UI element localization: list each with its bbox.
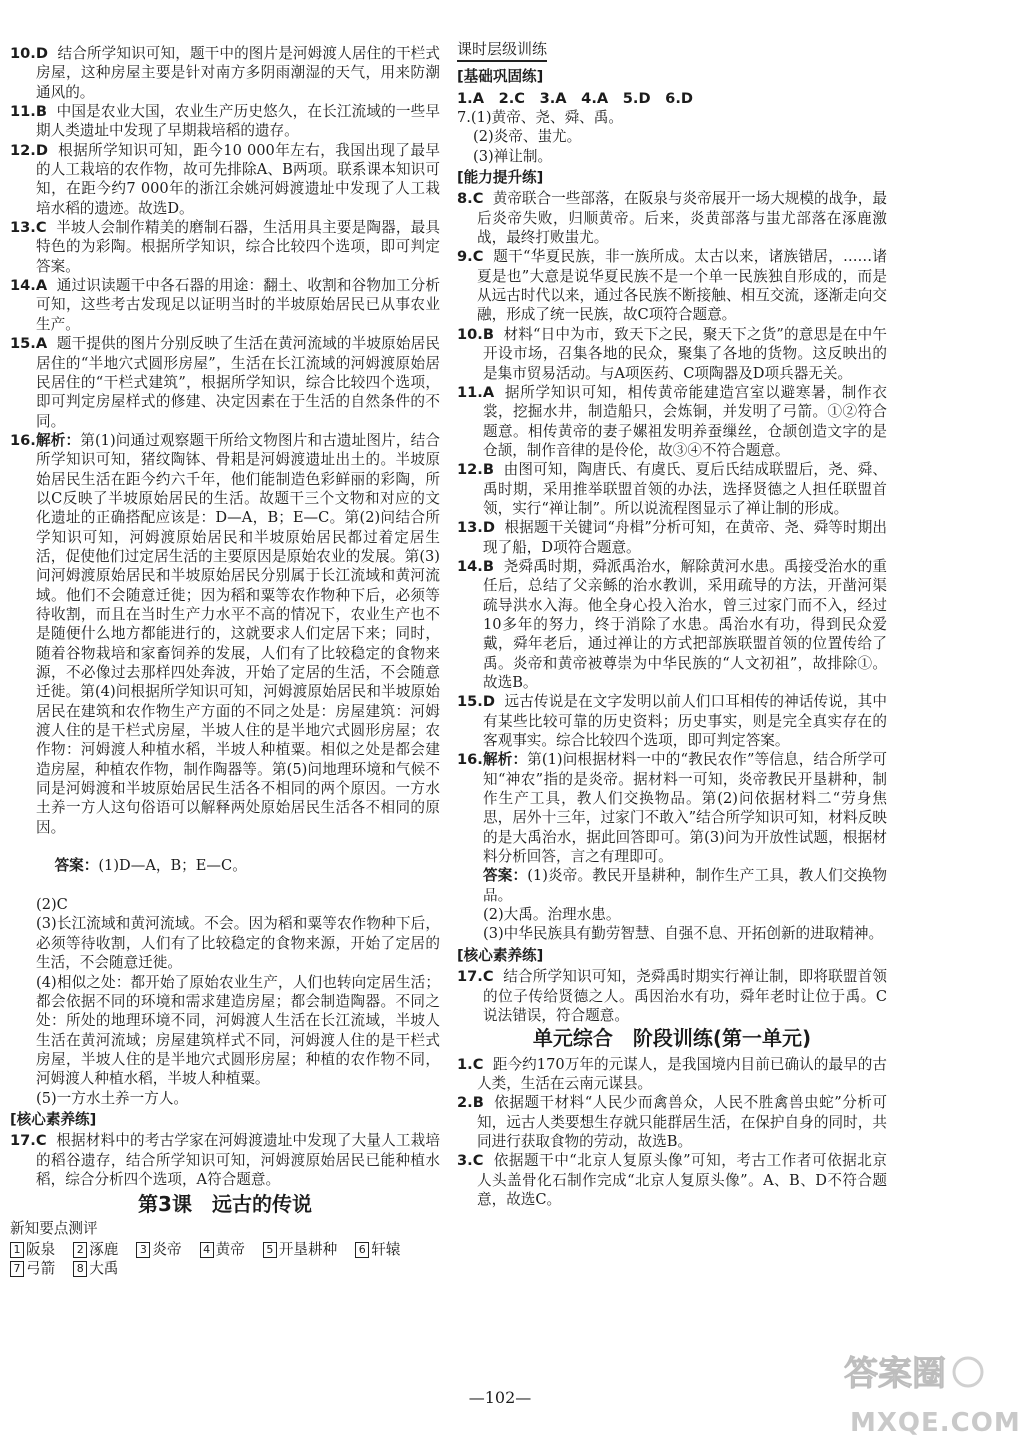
answer-line: (3)长江流域和黄河流域。不会。因为稻和粟等农作物种下后，必须等待收割，人们有了比较稳定的食物来源，开始了定居的生活，不会随意迁徙。 [36, 915, 440, 972]
answer-item-17: 17.C 根据材料中的考古学家在河姆渡遗址中发现了大量人工栽培的稻谷遗存，结合所学知识可知，河姆渡原始居民已能种植水稻，综合分析四个选项，A符合题意。 [10, 1132, 440, 1188]
key-point-item: 3 炎帝 [136, 1240, 181, 1259]
section-heading-ability: [能力提升练] [457, 169, 544, 187]
answer-item-13: 13.D 根据题干关键词“舟楫”分析可知，在黄帝、尧、舜等时期出现了船，D项符合题意。 [457, 519, 887, 556]
right-column [457, 40, 887, 1400]
key-point-item: 8 大禹 [73, 1259, 118, 1278]
answer-line: (2)炎帝、蚩尤。 [473, 128, 582, 146]
key-points-grid [10, 1240, 440, 1279]
answer-line: (3)中华民族具有勤劳智慧、自强不息、开拓创新的进取精神。 [483, 925, 884, 943]
unit-answer-item-2: 2.B 依据题干材料“人民少而禽兽众，人民不胜禽兽虫蛇”分析可知，远古人类要想生存就只能群居生活，在保护自身的同时，共同进行获取食物的劳动，故选B。 [457, 1094, 887, 1150]
lesson-title: 第3课 远古的传说 [138, 1192, 312, 1217]
answer-line: (2)C [36, 896, 68, 914]
unit-title: 单元综合 阶段训练(第一单元) [532, 1026, 812, 1051]
left-column [10, 44, 440, 1404]
answer-item-15: 15.D 远古传说是在文字发明以前人们口耳相传的神话传说，其中有某些比较可靠的历史资料；历史事实，则是完全真实存在的客观事实。综合比较四个选项，即可判定答案。 [457, 693, 887, 750]
section-heading-basic: [基础巩固练] [457, 68, 544, 86]
answer-line: (3)禅让制。 [473, 147, 553, 165]
answer-item-10: 10.D 结合所学知识可知，题干中的图片是河姆渡人居住的干栏式房屋，这种房屋主要是针对南方多阴雨潮湿的天气，用来防潮通风的。 [10, 45, 440, 101]
answer-line: (2)大禹。治理水患。 [483, 906, 621, 924]
answer-item-13: 13.C 半坡人会制作精美的磨制石器，生活用具主要是陶器，最具特色的为彩陶。根据所学知识，综合比较四个选项，即可判定答案。 [10, 219, 440, 275]
answer-line: (5)一方水土养一方人。 [36, 1089, 189, 1107]
section-label-training: 课时层级训练 [457, 40, 547, 62]
unit-answer-item-1: 1.C 距今约170万年的元谋人，是我国境内目前已确认的最早的古人类，生活在云南元谋县。 [457, 1055, 888, 1092]
key-points-title: 新知要点测评 [10, 1219, 98, 1237]
key-point-item: 7 弓箭 [10, 1259, 55, 1278]
key-point-item: 2 涿鹿 [73, 1240, 118, 1259]
answer-item-16: 16.解析：第(1)问通过观察题干所给文物图片和古遗址图片，结合所学知识可知，猪纹陶钵、骨耜是河姆渡遗址出土的。半坡原始居民生活在距今约六千年，他们能制造色彩鲜丽的彩陶，所以C反映了半坡原始居民的生活。故题干三个文物和对应的文化遗址的正确搭配应该是：D—A，B；E—C。第(2)问结合所学知识可知，河姆渡原始居民和半坡原始居民都过着定居生活，促使他们过定居生活的主要原因是原始农业的发展。第(3)问河姆渡原始居民和半坡原始居民分别属于长江流域和黄河流域。他们不会随意迁徙；因为稻和粟等农作物种下后，必须等待收割，而且在当时生产力水平不高的情况下，农业生产也不是随便什么地方都能进行的，这就要求人们定居下来；同时，随着谷物栽培和家畜饲养的发展，人们有了比较稳定的食物来源，不必像过去那样四处奔波，开始了定居的生活，不会随意迁徙。第(4)问根据所学知识可知，河姆渡原始居民和半坡原始居民在建筑和农作物生产方面的不同之处是：房屋建筑：河姆渡人住的是干栏式房屋，半坡人住的是半地穴式圆形房屋；农作物：河姆渡人种植水稻，半坡人种植粟。相似之处是都会建造房屋，种植农作物，制作陶器等。第(5)问地理环境和气候不同是河姆渡和半坡原始居民生活各不相同的两个原因。一方水土养一方人这句俗语可以解释两处原始居民生活各不相同的原因。 [10, 431, 440, 836]
answer-item-11: 11.B 中国是农业大国，农业生产历史悠久，在长江流域的一些早期人类遗址中发现了早期栽培稻的遗存。 [10, 103, 440, 140]
basic-answers: 1.A 2.C 3.A 4.A 5.D 6.D [457, 89, 693, 107]
answer-item-11: 11.A 据所学知识可知，相传黄帝能建造宫室以避寒暑，制作衣裳，挖掘水井，制造船只，会炼铜，并发明了弓箭。①②符合题意。相传黄帝的妻子嫘祖发明养蚕缫丝，仓颉创造文字的是仓颉，制作音律的是伶伦，故③④不符合题意。 [457, 383, 887, 459]
answer-item-14: 14.B 尧舜禹时期，舜派禹治水，解除黄河水患。禹接受治水的重任后，总结了父亲鲧的治水教训，采用疏导的方法，开凿河渠疏导洪水入海。他全身心投入治水，曾三过家门而不入，经过10多年的努力，终于消除了水患。禹治水有功，得到民众爱戴，舜年老后，通过禅让的方式把部族联盟首领的位置传给了禹。炎帝和黄帝被尊崇为中华民族的“人文初祖”，故排除①。故选B。 [457, 557, 887, 691]
answer-item-10: 10.B 材料“日中为市，致天下之民，聚天下之货”的意思是在中午开设市场，召集各地的民众，聚集了各地的货物。这反映出的是集市贸易活动。与A项医药、C项陶器及D项兵器无关。 [457, 325, 887, 382]
answer-line: (4)相似之处：都开始了原始农业生产，人们也转向定居生活；都会依据不同的环境和需求建造房屋；都会制造陶器。不同之处：所处的地理环境不同，河姆渡人生活在长江流域，半坡人生活在黄河流域；房屋建筑样式不同，河姆渡人住的是干栏式房屋，半坡人住的是半地穴式圆形房屋；种植的农作物不同，河姆渡人种植水稻，半坡人种植粟。 [36, 973, 440, 1088]
answer-item-12: 12.D 根据所学知识可知，距今10 000年左右，我国出现了最早的人工栽培的农作物，故可先排除A、B两项。联系课本知识可知，在距今约7 000年的浙江余姚河姆渡遗址中发现了人工栽培水稻的遗迹。故选D。 [10, 141, 440, 217]
unit-answer-item-3: 3.C 依据题干中“北京人复原头像”可知，考古工作者可依据北京人头盖骨化石制作完成“北京人复原头像”。A、B、D不符合题意，故选C。 [457, 1152, 887, 1208]
answer-item-16: 16.解析：第(1)问根据材料一中的“教民农作”等信息，结合所学可知“神农”指的是炎帝。据材料一可知，炎帝教民开垦耕种，制作生产工具，教人们交换物品。第(2)问依据材料二“劳身焦思，居外十三年，过家门不敢入”结合所学知识可知，材料反映的是大禹治水，据此回答即可。第(3)问为开放性试题，根据材料分析回答，言之有理即可。 [457, 751, 887, 866]
answer-item-9: 9.C 题干“华夏民族，非一族所成。太古以来，诸族错居，……诸夏是也”大意是说华夏民族不是一个单一民族独自形成的，而是从远古时代以来，通过各民族不断接触、相互交流，逐渐走向交融，形成了统一民族，故C项符合题意。 [457, 248, 887, 324]
answer-block-16: 答案：(1)D—A，B；E—C。 [54, 857, 247, 875]
answer-item-12: 12.B 由图可知，陶唐氏、有虞氏、夏后氏结成联盟后，尧、舜、禹时期，采用推举联盟首领的办法，选择贤德之人担任联盟首领，实行“禅让制”。所以说流程图显示了禅让制的形成。 [457, 461, 887, 517]
watermark-logo-text: 答案圈 [844, 1354, 946, 1394]
section-heading-core: [核心素养练] [457, 946, 544, 964]
answer-item-17: 17.C 结合所学知识可知，尧舜禹时期实行禅让制，即将联盟首领的位子传给贤德之人。禹因治水有功，舜年老时让位于禹。C说法错误，符合题意。 [457, 968, 887, 1024]
key-point-item: 5 开垦耕种 [263, 1240, 337, 1259]
answer-item-8: 8.C 黄帝联合一些部落，在阪泉与炎帝展开一场大规模的战争，最后炎帝失败，归顺黄帝。后来，炎黄部落与蚩尤部落在涿鹿激战，最终打败蚩尤。 [457, 190, 887, 247]
watermark-text: MXQE.COM [850, 1408, 1021, 1438]
key-point-item: 6 轩辕 [355, 1240, 400, 1259]
page-number: —102— [468, 1388, 532, 1407]
answer-item-7: 7.(1)黄帝、尧、舜、禹。 [457, 109, 623, 127]
answer-item-14: 14.A 通过识读题干中各石器的用途：翻土、收割和谷物加工分析可知，这些考古发现足以证明当时的半坡原始居民已从事农业生产。 [10, 277, 440, 333]
answer-block-16: 答案：(1)炎帝。教民开垦耕种，制作生产工具，教人们交换物品。 [483, 867, 887, 904]
section-heading-core: [核心素养练] [10, 1110, 97, 1128]
key-point-item: 4 黄帝 [200, 1240, 245, 1259]
answer-item-15: 15.A 题干提供的图片分别反映了生活在黄河流域的半坡原始居民居住的“半地穴式圆形房屋”，生活在长江流域的河姆渡原始居民居住的“干栏式建筑”，根据所学知识，综合比较四个选项，即可判定房屋样式的修建、决定因素在于生活的自然条件的不同。 [10, 335, 440, 430]
key-point-item: 1 阪泉 [10, 1240, 55, 1259]
